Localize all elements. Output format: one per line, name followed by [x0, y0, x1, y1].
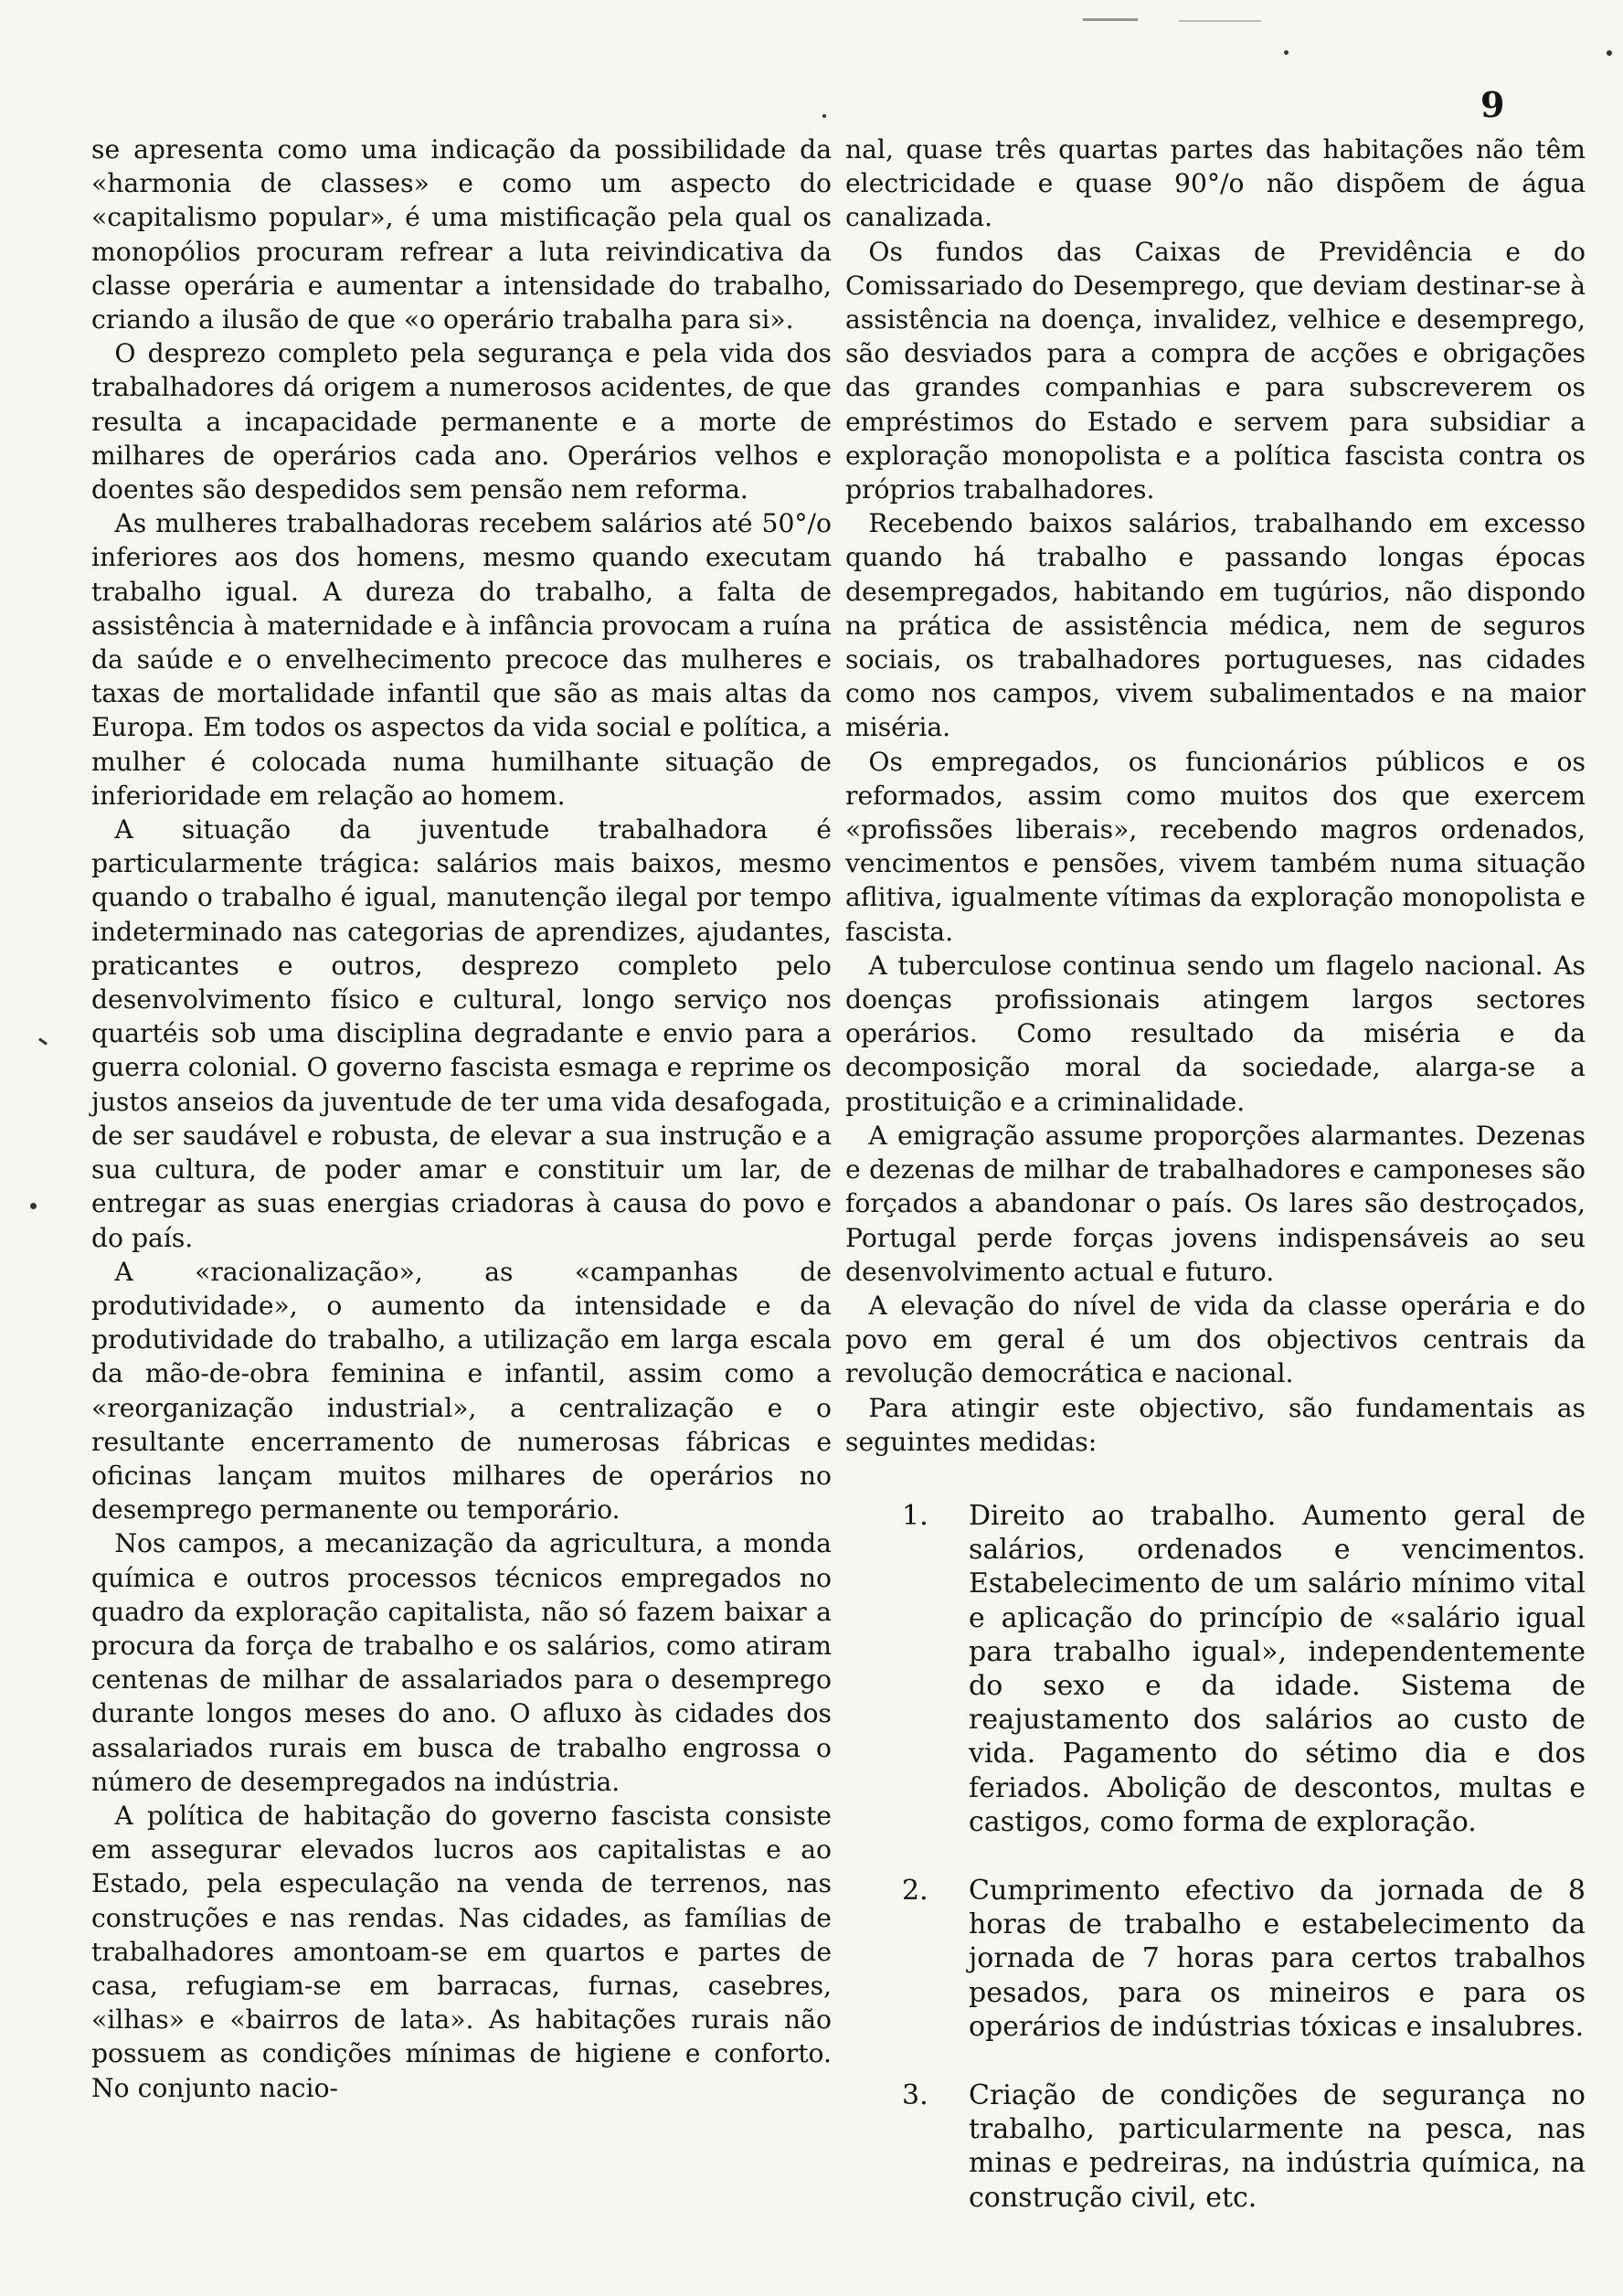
paragraph: A «racionalização», as «campanhas de produtividade», o aumento da intensidade e da produtividade do trabalho, a utilização em larga escala da mão-de-obra feminina e infantil, assim como a «reorganização industrial», a centralização e o resultante encerramento de numerosas fábricas e oficinas lançam muitos milhares de operários no desemprego permanente ou temporário.: [91, 1256, 832, 1525]
paragraph: nal, quase três quartas partes das habitações não têm electricidade e quase 90°/o não dispõem de água canalizada.: [845, 134, 1586, 233]
item-number: 1.: [902, 1499, 928, 1532]
list-item: [845, 1499, 1586, 1839]
item-text: Cumprimento efectivo da jornada de 8 horas de trabalho e estabelecimento da jornada de 7 horas para certos trabalhos pesados, para os mineiros e para os operários de indústrias tóxicas e insalubres.: [969, 1874, 1586, 2043]
item-number: 2.: [902, 1874, 928, 1907]
paragraph: A política de habitação do governo fascista consiste em assegurar elevados lucros aos capitalistas e ao Estado, pela especulação na venda de terrenos, nas construções e nas rendas. Nas cidades, as famílias de trabalhadores amontoam-se em quartos e partes de casa, refugiam-se em barracas, furnas, casebres, «ilhas» e «bairros de lata». As habitações rurais não possuem as condições mínimas de higiene e conforto. No conjunto nacio-: [91, 1800, 832, 2103]
item-text: Criação de condições de segurança no trabalho, particularmente na pesca, nas minas e pedreiras, na indústria química, na construção civil, etc.: [969, 2078, 1586, 2214]
list-item: [845, 1874, 1586, 2044]
scan-mark: [1607, 50, 1612, 56]
paragraph: A emigração assume proporções alarmantes. Dezenas e dezenas de milhar de trabalhadores e camponeses são forçados a abandonar o país. Os lares são destroçados, Portugal perde forças jovens indispensáveis ao seu desenvolvimento actual e futuro.: [845, 1120, 1586, 1287]
paragraph: se apresenta como uma indicação da possibilidade da «harmonia de classes» e como um aspecto do «capitalismo popular», é uma mistificação pela qual os monopólios procuram refrear a luta reivindicativa da classe operária e aumentar a intensidade do trabalho, criando a ilusão de que «o operário trabalha para si».: [91, 134, 832, 335]
scan-mark: [1179, 20, 1261, 22]
scan-mark: [38, 1037, 48, 1045]
scan-mark: [822, 114, 826, 118]
page-number: 9: [1480, 84, 1505, 125]
paragraph: A tuberculose continua sendo um flagelo nacional. As doenças profissionais atingem largos sectores operários. Como resultado da miséria e da decomposição moral da sociedade, alarga-se a prostituição e a criminalidade.: [845, 950, 1586, 1117]
right-column: [845, 133, 1586, 2249]
paragraph: Nos campos, a mecanização da agricultura, a monda química e outros processos técnicos empregados no quadro da exploração capitalista, não só fazem baixar a procura da força de trabalho e os salários, como atiram centenas de milhar de assalariados para o desemprego durante longos meses do ano. O afluxo às cidades dos assalariados rurais em busca de trabalho engrossa o número de desempregados na indústria.: [91, 1528, 832, 1797]
list-item: [845, 2078, 1586, 2215]
paragraph: A elevação do nível de vida da classe operária e do povo em geral é um dos objectivos centrais da revolução democrática e nacional.: [845, 1290, 1586, 1389]
paragraph: Recebendo baixos salários, trabalhando em excesso quando há trabalho e passando longas épocas desempregados, habitando em tugúrios, não dispondo na prática de assistência médica, nem de seguros sociais, os trabalhadores portugueses, nas cidades como nos campos, vivem subalimentados e na maior miséria.: [845, 508, 1586, 743]
paragraph: As mulheres trabalhadoras recebem salários até 50°/o inferiores aos dos homens, mesmo quando executam trabalho igual. A dureza do trabalho, a falta de assistência à maternidade e à infância provocam a ruína da saúde e o envelhecimento precoce das mulheres e taxas de mortalidade infantil que são as mais altas da Europa. Em todos os aspectos da vida social e política, a mulher é colocada numa humilhante situação de inferioridade em relação ao homem.: [91, 508, 832, 811]
measures-list: [845, 1499, 1586, 2215]
item-number: 3.: [902, 2078, 928, 2111]
scan-mark: [1083, 18, 1138, 21]
scan-mark: [30, 1203, 37, 1209]
paragraph: Os fundos das Caixas de Previdência e do Comissariado do Desemprego, que deviam destinar-se à assistência na doença, invalidez, velhice e desemprego, são desviados para a compra de acções e obrigações das grandes companhias e para subscreverem os empréstimos do Estado e servem para subsidiar a exploração monopolista e a política fascista contra os próprios trabalhadores.: [845, 236, 1586, 505]
paragraph: Os empregados, os funcionários públicos e os reformados, assim como muitos dos que exercem «profissões liberais», recebendo magros ordenados, vencimentos e pensões, vivem também numa situação aflitiva, igualmente vítimas da exploração monopolista e fascista.: [845, 746, 1586, 947]
paragraph: Para atingir este objectivo, são fundamentais as seguintes medidas:: [845, 1392, 1586, 1457]
scan-mark: [1284, 50, 1289, 55]
item-text: Direito ao trabalho. Aumento geral de salários, ordenados e vencimentos. Estabelecimento de um salário mínimo vital e aplicação do princípio de «salário igual para trabalho igual», independentemente do sexo e da idade. Sistema de reajustamento dos salários ao custo de vida. Pagamento do sétimo dia e dos feriados. Abolição de descontos, multas e castigos, como forma de exploração.: [969, 1499, 1586, 1838]
paragraph: O desprezo completo pela segurança e pela vida dos trabalhadores dá origem a numerosos acidentes, de que resulta a incapacidade permanente e a morte de milhares de operários cada ano. Operários velhos e doentes são despedidos sem pensão nem reforma.: [91, 338, 832, 505]
paragraph: A situação da juventude trabalhadora é particularmente trágica: salários mais baixos, mesmo quando o trabalho é igual, manutenção ilegal por tempo indeterminado nas categorias de aprendizes, ajudantes, praticantes e outros, desprezo completo pelo desenvolvimento físico e cultural, longo serviço nos quartéis sob uma disciplina degradante e envio para a guerra colonial. O governo fascista esmaga e reprime os justos anseios da juventude de ter uma vida desafogada, de ser saudável e robusta, de elevar a sua instrução e a sua cultura, de poder amar e constituir um lar, de entregar as suas energias criadoras à causa do povo e do país.: [91, 814, 832, 1253]
left-column: [91, 133, 832, 2105]
